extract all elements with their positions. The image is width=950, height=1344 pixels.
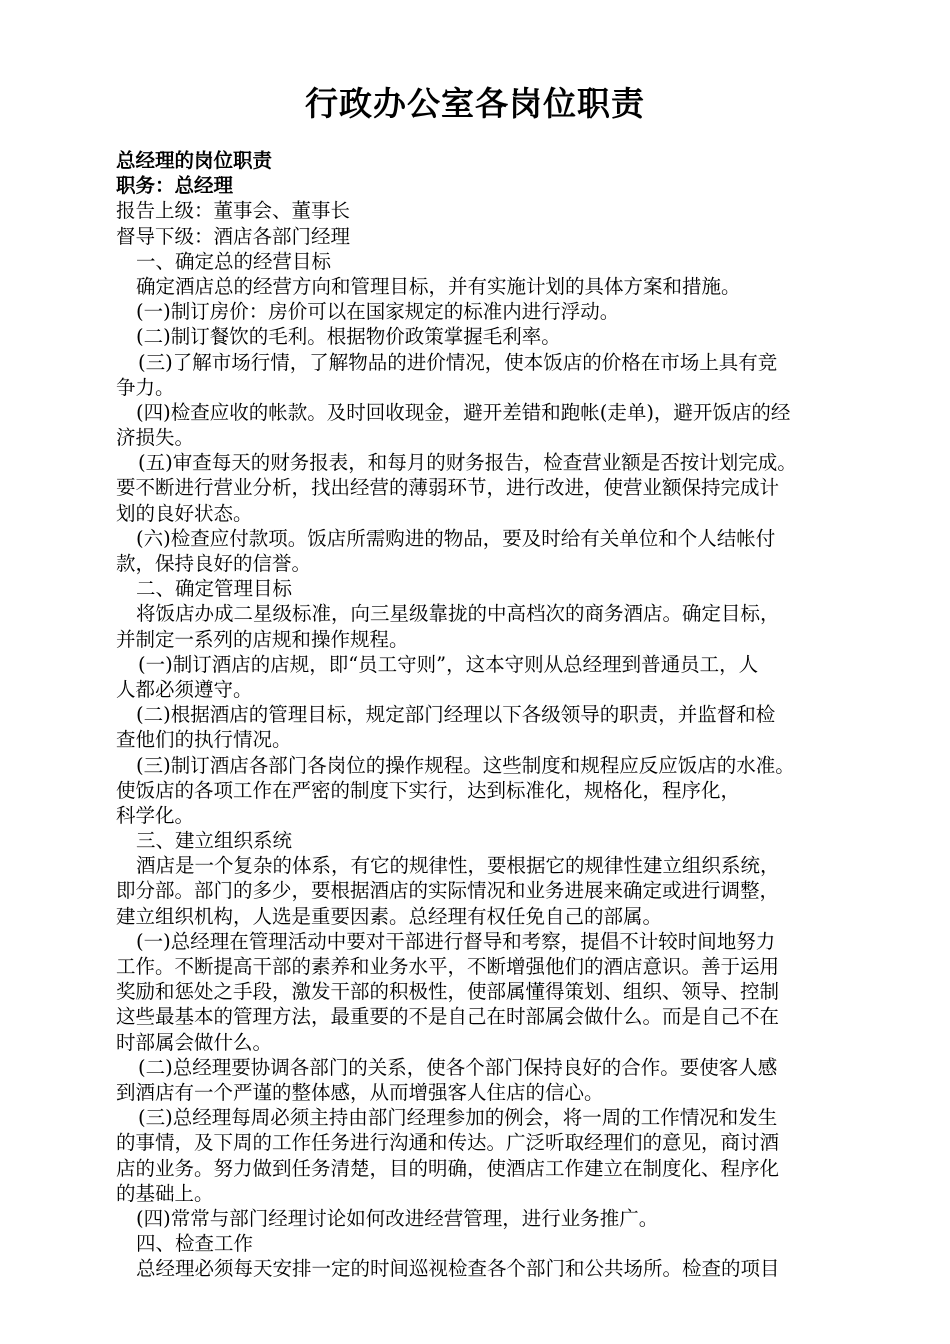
text-line: (二)总经理要协调各部门的关系，使各个部门保持良好的合作。要使客人感	[138, 1055, 778, 1079]
text-line: 督导下级：酒店各部门经理	[116, 224, 351, 248]
document-body	[116, 148, 894, 1281]
text-line: 总经理必须每天安排一定的时间巡视检查各个部门和公共场所。检查的项目	[136, 1257, 780, 1281]
text-line: 建立组织机构，人选是重要因素。总经理有权任免自己的部属。	[116, 904, 663, 928]
text-line: 使饭店的各项工作在严密的制度下实行，达到标准化，规格化，程序化，	[116, 778, 741, 802]
text-line: (一)制订房价：房价可以在国家规定的标准内进行浮动。	[136, 300, 620, 324]
text-line: 到酒店有一个严谨的整体感，从而增强客人住店的信心。	[116, 1080, 604, 1104]
text-line: (四)常常与部门经理讨论如何改进经营管理，进行业务推广。	[136, 1206, 659, 1230]
text-line: (一)制订酒店的店规，即“员工守则”，这本守则从总经理到普通员工，人	[138, 652, 759, 676]
document-title: 行政办公室各岗位职责	[305, 84, 645, 123]
text-line: 查他们的执行情况。	[116, 728, 292, 752]
text-line: 的基础上。	[116, 1181, 214, 1205]
text-line: 划的良好状态。	[116, 501, 253, 525]
text-line: (四)检查应收的帐款。及时回收现金，避开差错和跑帐(走单)，避开饭店的经	[136, 400, 791, 424]
text-line: 奖励和惩处之手段，激发干部的积极性，使部属懂得策划、组织、领导、控制	[116, 980, 780, 1004]
text-line: (一)总经理在管理活动中要对干部进行督导和考察，提倡不计较时间地努力	[136, 929, 776, 953]
text-line: 时部属会做什么。	[116, 1030, 273, 1054]
text-line: 工作。不断提高干部的素养和业务水平，不断增强他们的酒店意识。善于运用	[116, 955, 780, 978]
text-line: 报告上级：董事会、董事长	[116, 199, 351, 223]
text-line: (三)总经理每周必须主持由部门经理参加的例会，将一周的工作情况和发生	[138, 1106, 778, 1130]
text-line: 争力。	[116, 375, 175, 399]
text-line: (三)了解市场行情，了解物品的进价情况，使本饭店的价格在市场上具有竞	[138, 350, 778, 374]
text-line: 的事情，及下周的工作任务进行沟通和传达。广泛听取经理们的意见，商讨酒	[116, 1131, 780, 1155]
text-line: 款，保持良好的信誉。	[116, 552, 312, 575]
text-line: 三、建立组织系统	[136, 829, 293, 853]
section-heading: 总经理的岗位职责	[116, 149, 273, 172]
text-line: (三)制订酒店各部门各岗位的操作规程。这些制度和规程应反应饭店的水准。	[136, 753, 795, 777]
text-line: 人都必须遵守。	[116, 677, 253, 701]
text-line: 确定酒店总的经营方向和管理目标，并有实施计划的具体方案和措施。	[136, 274, 741, 298]
text-line: (二)根据酒店的管理目标，规定部门经理以下各级领导的职责，并监督和检	[136, 703, 776, 727]
text-line: 要不断进行营业分析，找出经营的薄弱环节，进行改进，使营业额保持完成计	[116, 476, 780, 500]
text-line: (六)检查应付款项。饭店所需购进的物品，要及时给有关单位和个人结帐付	[136, 526, 776, 550]
text-line: (五)审查每天的财务报表，和每月的财务报告，检查营业额是否按计划完成。	[138, 451, 797, 475]
text-line: 店的业务。努力做到任务清楚，目的明确，使酒店工作建立在制度化、程序化	[116, 1156, 780, 1180]
text-line: 并制定一系列的店规和操作规程。	[116, 627, 409, 651]
text-line: 酒店是一个复杂的体系，有它的规律性，要根据它的规律性建立组织系统，	[136, 854, 780, 878]
text-line: 济损失。	[116, 426, 195, 450]
text-line: 将饭店办成二星级标准，向三星级靠拢的中高档次的商务酒店。确定目标，	[136, 602, 780, 626]
text-line: 一、确定总的经营目标	[136, 249, 332, 273]
section-heading: 职务：总经理	[116, 174, 234, 198]
text-line: 二、确定管理目标	[136, 577, 293, 601]
text-line: 科学化。	[116, 803, 195, 827]
text-line: 四、检查工作	[136, 1232, 254, 1256]
text-line: 这些最基本的管理方法，最重要的不是自己在时部属会做什么。而是自己不在	[116, 1005, 780, 1029]
text-line: 即分部。部门的多少，要根据酒店的实际情况和业务进展来确定或进行调整，	[116, 879, 780, 903]
text-line: (二)制订餐饮的毛利。根据物价政策掌握毛利率。	[136, 325, 561, 349]
